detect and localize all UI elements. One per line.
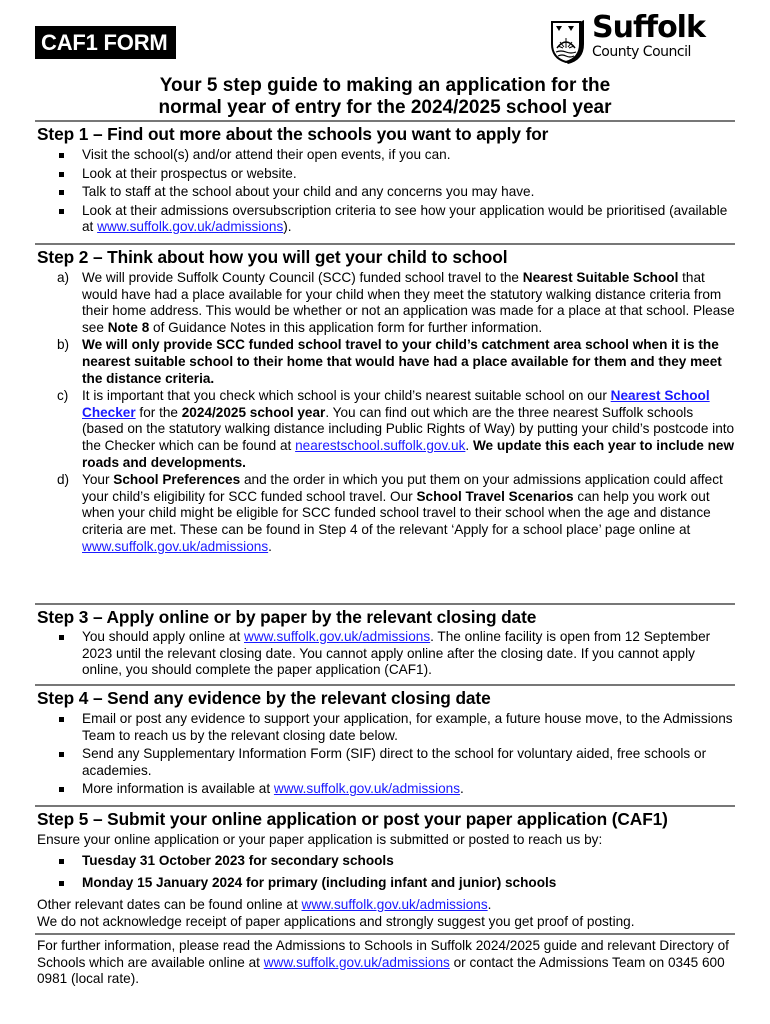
list-item: b) We will only provide SCC funded school travel to your child’s catchment area school when it is the nearest suitable school to their home that would have had a place available for them and they meet the distance criteria. [57, 337, 722, 386]
other-dates-text: Other relevant dates can be found online at www.suffolk.gov.uk/admissions. [37, 897, 492, 912]
deadline-item: Tuesday 31 October 2023 for secondary schools [57, 853, 737, 870]
step4-heading: Step 4 – Send any evidence by the relevant closing date [37, 688, 491, 708]
title-line-1: Your 5 step guide to making an application for the [159, 75, 611, 96]
step4-list [57, 711, 737, 798]
list-item: More information is available at www.suffolk.gov.uk/admissions. [57, 781, 737, 798]
crest-icon [546, 18, 586, 64]
list-item: a) We will provide Suffolk County Council (SCC) funded school travel to the Nearest Suitable School that would have had a place available for your child when they meet the statutory walking distance criteria from their home address. This would be whether or not an application was made for a place at that school. Please see Note 8 of Guidance Notes in this application form for further information. [57, 270, 735, 335]
logo-subtitle: County Council [592, 44, 691, 60]
step3-heading: Step 3 – Apply online or by paper by the relevant closing date [37, 607, 537, 627]
step5-intro: Ensure your online application or your paper application is submitted or posted to reach us by: [37, 832, 603, 847]
logo-name: Suffolk [592, 10, 705, 45]
step1-heading: Step 1 – Find out more about the schools you want to apply for [37, 124, 549, 144]
admissions-link[interactable]: www.suffolk.gov.uk/admissions [273, 781, 461, 797]
nearest-school-checker-link[interactable]: Nearest School Checker [82, 388, 710, 420]
step5-heading: Step 5 – Submit your online application or post your paper application (CAF1) [37, 809, 668, 829]
list-item: You should apply online at www.suffolk.gov.uk/admissions. The online facility is open from 12 September 2023 until the relevant closing date. You cannot apply online after the closing date. If you cannot apply online, you should complete the paper application (CAF1). [57, 629, 737, 679]
suffolk-logo [546, 10, 716, 64]
step2-heading: Step 2 – Think about how you will get your child to school [37, 247, 508, 267]
divider [35, 933, 735, 935]
divider [35, 120, 735, 122]
step1-list [57, 147, 737, 236]
list-item: Talk to staff at the school about your child and any concerns you may have. [57, 184, 737, 201]
deadline-list [57, 853, 737, 891]
list-item: Email or post any evidence to support your application, for example, a future house move, to the Admissions Team to reach us by the relevant closing date below. [57, 711, 737, 744]
step2-list [57, 270, 737, 555]
admissions-link[interactable]: www.suffolk.gov.uk/admissions [82, 538, 269, 554]
list-item: Visit the school(s) and/or attend their open events, if you can. [57, 147, 737, 164]
admissions-link[interactable]: www.suffolk.gov.uk/admissions [97, 219, 284, 235]
divider [35, 684, 735, 686]
nearestschool-link[interactable]: nearestschool.suffolk.gov.uk [295, 437, 466, 453]
page-title [0, 75, 770, 119]
list-item: c) It is important that you check which school is your child’s nearest suitable school on our Nearest School Checker for the 2024/2025 school year. You can find out which are the three nearest Suffolk schools (based on the statutory walking distance including Public Rights of Way) by putting your child’s postcode into the Checker which can be found at nearestschool.suffolk.gov.uk. We update this each year to include new roads and developments. [57, 388, 735, 470]
proof-of-posting-text: We do not acknowledge receipt of paper applications and strongly suggest you get proof of posting. [37, 913, 635, 929]
step3-list [57, 629, 737, 679]
divider [35, 243, 735, 245]
divider [35, 805, 735, 807]
admissions-link[interactable]: www.suffolk.gov.uk/admissions [263, 954, 450, 970]
admissions-link[interactable]: www.suffolk.gov.uk/admissions [301, 897, 488, 912]
admissions-link[interactable]: www.suffolk.gov.uk/admissions [244, 629, 431, 644]
list-item: Look at their prospectus or website. [57, 166, 737, 183]
deadline-item: Monday 15 January 2024 for primary (including infant and junior) schools [57, 875, 737, 892]
footer-text: For further information, please read the Admissions to Schools in Suffolk 2024/2025 guide and relevant Directory of Schools which are available online at www.suffolk.gov.uk/admissions or contact the Admissions Team on 0345 600 0981 (local rate). [37, 938, 729, 987]
list-item: d) Your School Preferences and the order in which you put them on your admissions application could affect your child’s eligibility for SCC funded school travel. Our School Travel Scenarios can help you work out when your child might be eligible for SCC funded school travel to their school when the age and distance criteria are met. These can be found in Step 4 of the relevant ‘Apply for a school place’ page online at www.suffolk.gov.uk/admissions. [57, 472, 723, 554]
divider [35, 603, 735, 605]
step5-notes [37, 897, 737, 930]
list-item: Look at their admissions oversubscription criteria to see how your application would be prioritised (available at www.suffolk.gov.uk/admissions). [57, 203, 737, 236]
list-item: Send any Supplementary Information Form (SIF) direct to the school for voluntary aided, free schools or academies. [57, 746, 737, 779]
form-badge: CAF1 FORM [35, 26, 176, 59]
title-line-2: normal year of entry for the 2024/2025 school year [158, 97, 612, 118]
